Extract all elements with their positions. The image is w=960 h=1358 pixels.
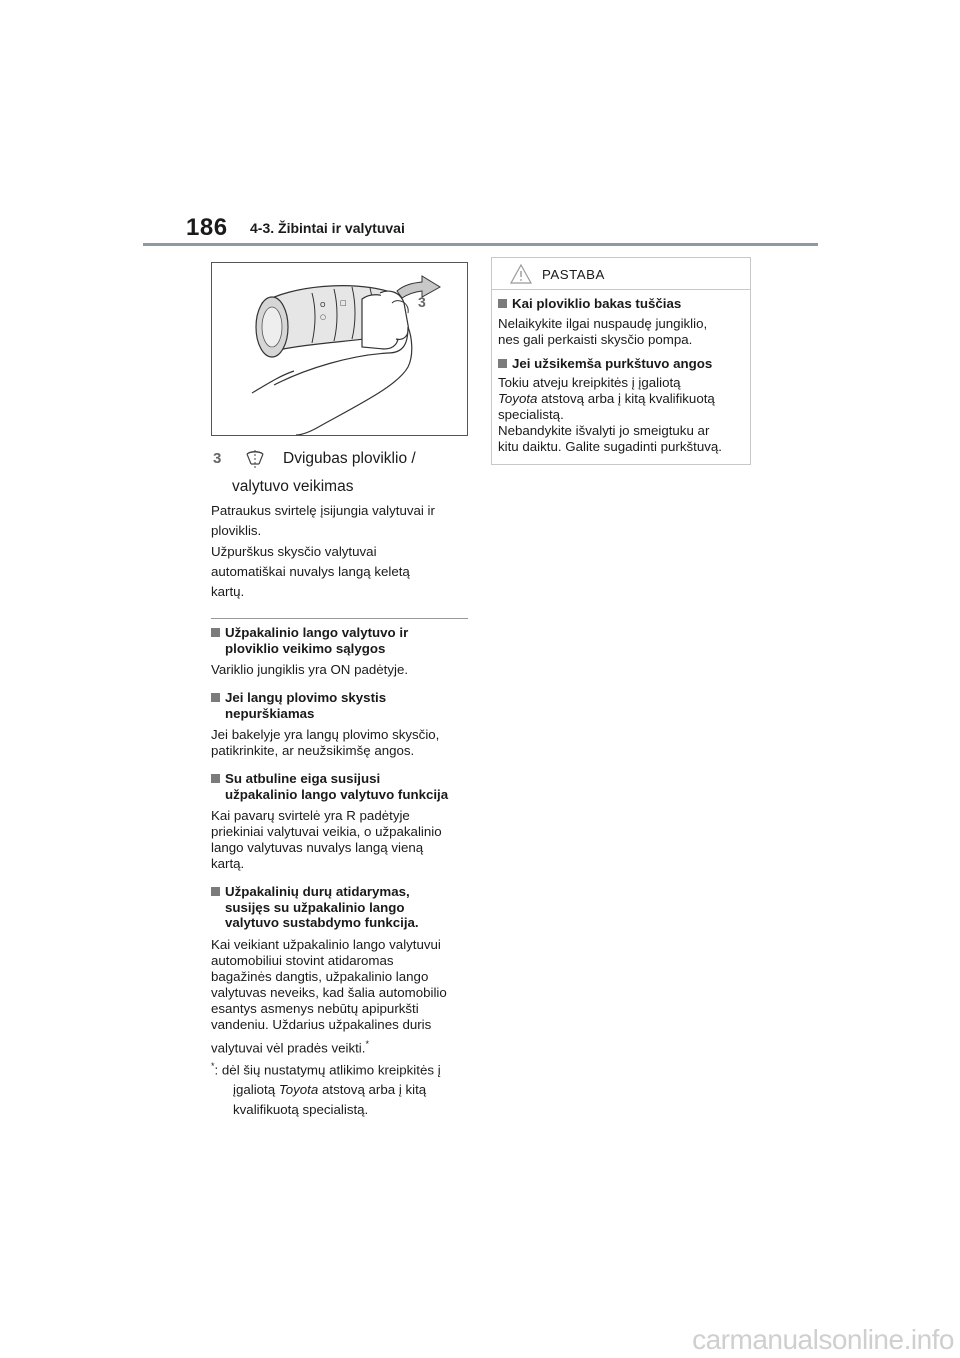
callout-number: 3 (213, 450, 222, 467)
bullet-square (211, 628, 220, 637)
header-rule (143, 243, 818, 246)
brand-name: Toyota (278, 1082, 319, 1098)
washer-icon (243, 446, 267, 475)
chapter-title: 4-3. Žibintai ir valytuvai (250, 220, 405, 236)
section-heading: Jei langų plovimo skystis nepurškiamas (225, 690, 387, 721)
callout-title-line1: Dvigubas ploviklio / (283, 450, 416, 467)
section-heading: Užpakalinio lango valytuvo ir ploviklio veikimo sąlygos (225, 625, 409, 656)
brand-name: Toyota (498, 391, 538, 406)
svg-text:O: O (320, 301, 326, 309)
section-washer-fluid-not-spraying (211, 690, 473, 759)
note-label: PASTABA (542, 267, 605, 282)
callout-paragraph-1: Patraukus svirtelę įsijungia valytuvai ir ploviklis. (211, 503, 435, 538)
warning-triangle-icon (510, 264, 532, 289)
callout-paragraph-2: Užpurškus skysčio valytuvai automatiškai nuvalys langą keletą kartų. (211, 544, 410, 599)
figure-callout: 3 (418, 294, 426, 310)
section-body: Variklio jungiklis yra ON padėtyje. (211, 662, 409, 677)
page-number: 186 (186, 214, 228, 241)
section-body: Jei bakelyje yra langų plovimo skysčio, patikrinkite, ar neužsikimšę angos. (211, 727, 440, 758)
section-reverse-linked-wiper (211, 771, 473, 872)
bullet-square (211, 693, 220, 702)
watermark: carmanualsonline.info (692, 1324, 954, 1355)
callout-title-line2: valytuvo veikimas (232, 478, 354, 495)
section-rear-wiper-conditions (211, 625, 473, 678)
section-body: Kai veikiant užpakalinio lango valytuvui automobiliui stovint atidaromas bagažinės dangtis, užpakalinio lango valytuvas neveiks, kad šalia automobilio esantys asmenys nebūtų apipurkšti vandeniu. Uždarius užpakalines duris valytuvai vėl pradės veikti.* (211, 936, 447, 1055)
note-body-text: Nelaikykite ilgai nuspaudę jungiklio, nes gali perkaisti skysčio pompa. (498, 315, 708, 347)
wiper-lever-illustration (211, 262, 468, 436)
note-item-clogged-nozzle (498, 356, 744, 456)
bullet-square (211, 774, 220, 783)
section-body: Kai pavarų svirtelė yra R padėtyje priekiniai valytuvai veikia, o užpakalinio lango valytuvas nuvalys langą vieną kartą. (211, 808, 442, 871)
caution-note-box (491, 257, 751, 465)
svg-text:○: ○ (320, 313, 327, 321)
info-sections (211, 625, 473, 1120)
section-rear-door-wiper-stop (211, 884, 473, 1056)
note-header (492, 258, 750, 290)
section-heading: Užpakalinių durų atidarymas, susijęs su užpakalinio lango valytuvo sustabdymo funkcija. (225, 884, 419, 930)
svg-text:□: □ (340, 299, 347, 307)
bullet-square (498, 359, 507, 368)
note-heading: Jei užsikemša purkštuvo angos (512, 355, 713, 371)
bullet-square (211, 887, 220, 896)
footnote: *: dėl šių nustatymų atlikimo kreipkitės į įgaliotą Toyota atstovą arba į kitą kvalifikuotą specialistą. (211, 1060, 441, 1118)
note-heading: Kai ploviklio bakas tuščias (512, 296, 682, 311)
note-item-empty-tank (498, 296, 744, 348)
section-heading: Su atbuline eiga susijusi užpakalinio lango valytuvo funkcija (225, 771, 449, 802)
bullet-square (498, 299, 507, 308)
note-body-text: Tokiu atveju kreipkitės į įgaliotą Toyota atstovą arba į kitą kvalifikuotą specialistą. Nebandykite išvalyti jo smeigtuku ar kitu daiktu. Galite sugadinti purkštuvą. (498, 375, 722, 454)
section-divider (211, 618, 468, 619)
